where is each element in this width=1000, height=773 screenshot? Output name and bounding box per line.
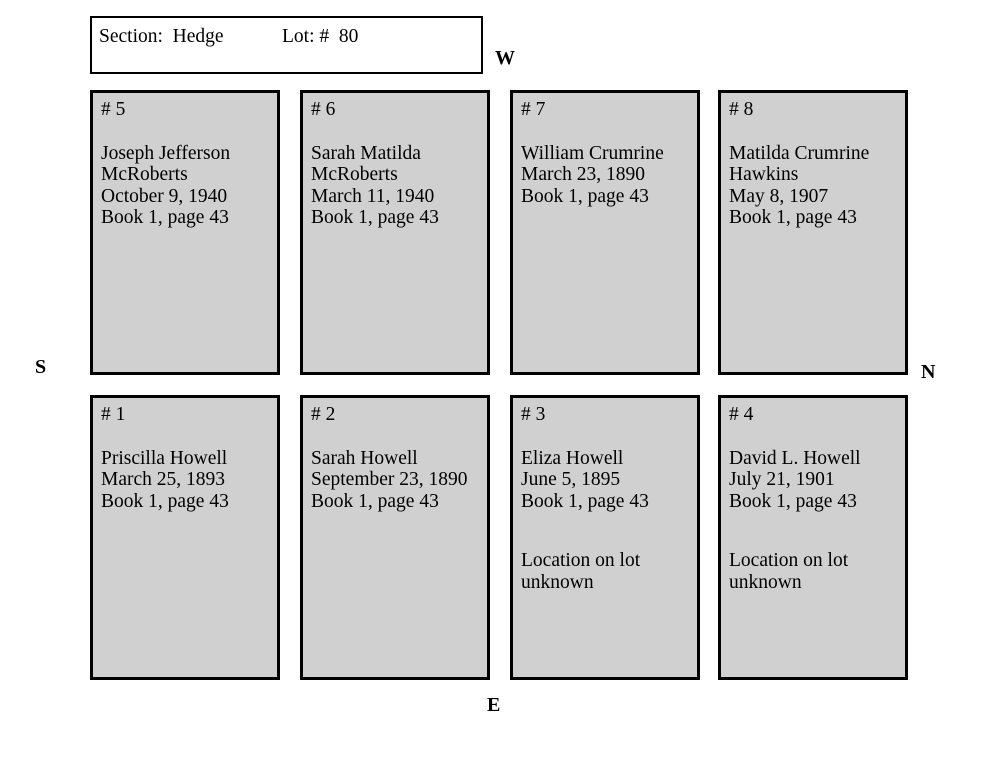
plot-book: Book 1, page 43: [311, 490, 439, 512]
plot-number: # 3: [521, 404, 546, 425]
plot-book: Book 1, page 43: [101, 490, 229, 512]
lot-header-box: [90, 16, 483, 74]
compass-north-label: N: [921, 361, 936, 383]
plot-note: Location on lot unknown: [521, 550, 641, 593]
plot-number: # 6: [311, 99, 336, 120]
plot-book: Book 1, page 43: [729, 490, 857, 512]
plot-box-5: [90, 90, 280, 375]
plot-book: Book 1, page 43: [101, 207, 229, 228]
plot-number: # 2: [311, 404, 336, 425]
plot-name: Sarah Howell: [311, 447, 418, 469]
plot-box-8: [718, 90, 908, 375]
plot-box-1: [90, 395, 280, 680]
plot-name: David L. Howell: [729, 447, 861, 469]
plot-name: William Crumrine: [521, 142, 664, 164]
plot-details: [101, 448, 272, 513]
plot-book: Book 1, page 43: [729, 207, 857, 228]
plot-number: # 4: [729, 404, 754, 425]
plot-number: # 5: [101, 99, 126, 120]
plot-date: March 23, 1890: [521, 164, 646, 185]
plot-number: # 7: [521, 99, 546, 120]
plot-details: [101, 143, 272, 229]
plot-name: Sarah Matilda McRoberts: [311, 142, 421, 185]
plot-box-4: [718, 395, 908, 680]
plot-box-6: [300, 90, 490, 375]
plot-name: Eliza Howell: [521, 447, 624, 469]
plot-details: [521, 143, 692, 208]
plot-date: September 23, 1890: [311, 469, 468, 490]
plot-note: Location on lot unknown: [729, 550, 849, 593]
section-label: Section: Hedge: [99, 26, 224, 47]
plot-date: March 25, 1893: [101, 469, 226, 490]
plot-name: Joseph Jefferson McRoberts: [101, 142, 231, 185]
plot-date: March 11, 1940: [311, 185, 435, 207]
plot-book: Book 1, page 43: [521, 490, 649, 512]
plot-details: [311, 448, 482, 513]
plot-details: [729, 143, 900, 229]
plot-box-7: [510, 90, 700, 375]
compass-west-label: W: [495, 47, 515, 69]
plot-details: [729, 448, 900, 513]
plot-box-3: [510, 395, 700, 680]
plot-number: # 1: [101, 404, 126, 425]
plot-number: # 8: [729, 99, 754, 120]
plot-book: Book 1, page 43: [311, 207, 439, 228]
plot-name: Matilda Crumrine Hawkins: [729, 142, 870, 185]
plot-date: May 8, 1907: [729, 185, 829, 207]
plot-details: [311, 143, 482, 229]
compass-south-label: S: [35, 356, 47, 378]
plot-date: July 21, 1901: [729, 469, 835, 490]
plot-date: October 9, 1940: [101, 185, 228, 207]
plot-date: June 5, 1895: [521, 469, 621, 490]
plot-box-2: [300, 395, 490, 680]
lot-number-label: Lot: # 80: [282, 26, 359, 47]
plot-book: Book 1, page 43: [521, 185, 649, 207]
plot-name: Priscilla Howell: [101, 447, 228, 469]
plot-details: [521, 448, 692, 513]
compass-east-label: E: [487, 694, 501, 716]
